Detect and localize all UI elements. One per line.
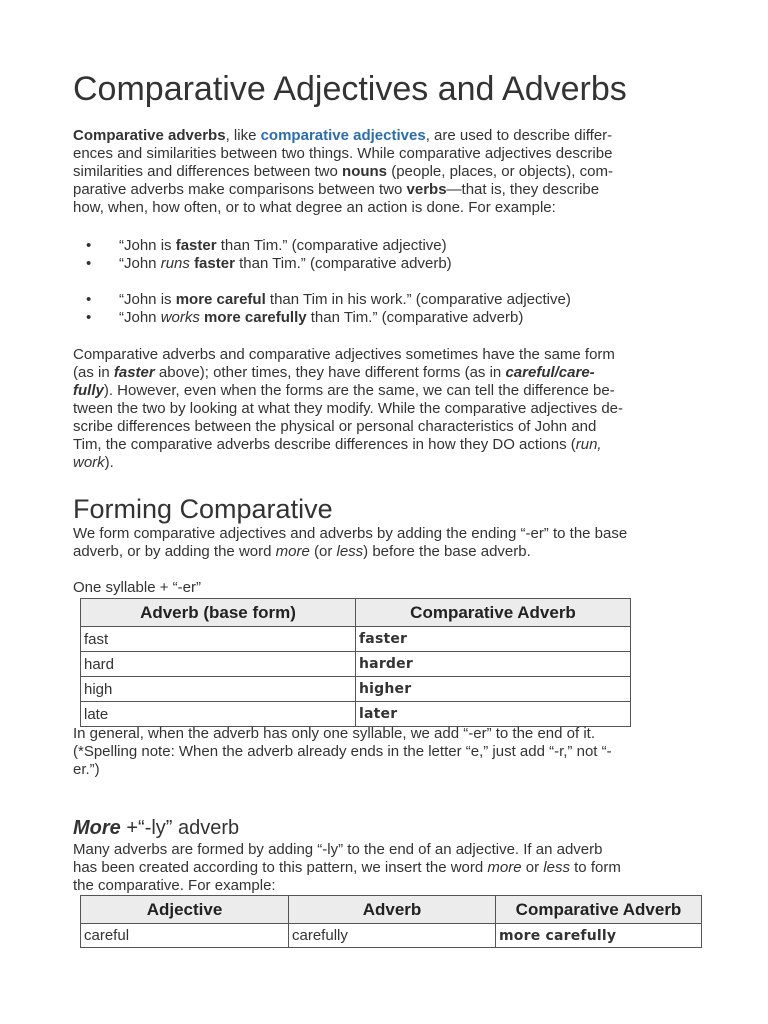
list-item: • “John is faster than Tim.” (comparative adjective) — [86, 237, 447, 254]
section-heading-forming: Forming Comparative — [73, 494, 333, 524]
table-cell: high — [81, 677, 356, 702]
column-header: Adjective — [81, 896, 289, 924]
intro-paragraph: Comparative adverbs, like comparative adjectives, are used to describe differ- ences and similarities between two things. While comparative adjectives describe similarities and differences between two nouns (people, places, or objects), com- parative adverbs make comparisons between two verbs—that is, they describe how, when, how often, or to what degree an action is done. For example: — [73, 127, 613, 216]
column-header: Comparative Adverb — [356, 599, 631, 627]
column-header: Adverb — [289, 896, 496, 924]
table-row — [81, 652, 631, 677]
one-syllable-table — [80, 598, 631, 727]
table-row — [81, 627, 631, 652]
table-cell: faster — [356, 627, 631, 652]
more-ly-paragraph: Many adverbs are formed by adding “-ly” to the end of an adjective. If an adverb has been created according to this pattern, we insert the word more or less to form the comparative. For example: — [73, 841, 621, 894]
comparative-adjectives-link[interactable]: comparative adjectives — [260, 127, 426, 144]
column-header: Adverb (base form) — [81, 599, 356, 627]
table-caption: One syllable + “-er” — [73, 579, 201, 596]
bold-term: Comparative adverbs — [73, 127, 226, 144]
column-header: Comparative Adverb — [496, 896, 702, 924]
table-row — [81, 677, 631, 702]
explanation-paragraph: Comparative adverbs and comparative adjectives sometimes have the same form (as in faster above); other times, they have different forms (as in careful/care- fully). However, even when the forms are the same, we can tell the difference be- tween the two by looking at what they modify. While the comparative adjectives de- scribe differences between the physical or personal characteristics of John and Tim, the comparative adverbs describe differences in how they DO actions (run, work). — [73, 346, 623, 471]
more-ly-table — [80, 895, 702, 948]
table-cell: higher — [356, 677, 631, 702]
table-cell: hard — [81, 652, 356, 677]
table-cell: careful — [81, 924, 289, 948]
table-cell: late — [81, 702, 356, 727]
table-cell: later — [356, 702, 631, 727]
table-cell: harder — [356, 652, 631, 677]
section-heading-more-ly: More +“-ly” adverb — [73, 817, 240, 839]
table-row — [81, 924, 702, 948]
forming-paragraph: We form comparative adjectives and adverbs by adding the ending “-er” to the base adverb, or by adding the word more (or less) before the base adverb. — [73, 525, 628, 560]
table-cell: carefully — [289, 924, 496, 948]
page-title: Comparative Adjectives and Adverbs — [73, 70, 627, 108]
table-cell: more carefully — [496, 924, 702, 948]
table-cell: fast — [81, 627, 356, 652]
table-row — [81, 702, 631, 727]
list-item: • “John is more careful than Tim in his work.” (comparative adjective) — [86, 291, 571, 308]
list-item: • “John works more carefully than Tim.” (comparative adverb) — [86, 309, 524, 326]
general-paragraph: In general, when the adverb has only one syllable, we add “-er” to the end of it. (*Spelling note: When the adverb already ends in the letter “e,” just add “-r,” not “- er.”) — [73, 725, 612, 778]
list-item: • “John runs faster than Tim.” (comparative adverb) — [86, 255, 452, 272]
